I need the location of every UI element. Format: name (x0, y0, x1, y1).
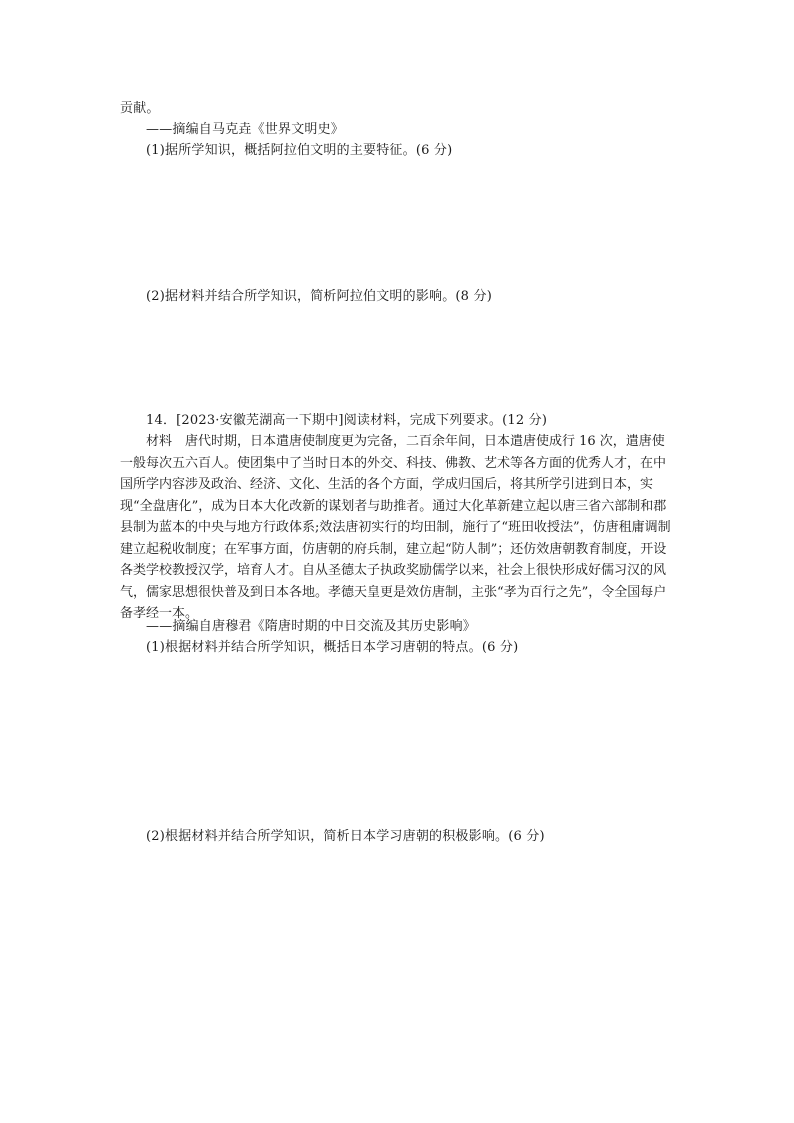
material-paragraph: 材料 唐代时期，日本遣唐使制度更为完备，二百余年间，日本遣唐使成行 16 次，遣唐使一般每次五六百人。使团集中了当时日本的外交、科技、佛教、艺术等各方面的优秀人才，在中国所学内容涉及政治、经济、文化、生活的各个方面，学成归国后，将其所学引进到日本，实现“全盘唐化”，成为日本大化改新的谋划者与助推者。通过大化革新建立起以唐三省六部制和郡县制为蓝本的中央与地方行政体系;效法唐初实行的均田制，施行了“班田收授法”，仿唐租庸调制建立起税收制度；在军事方面，仿唐朝的府兵制，建立起“防人制”；还仿效唐朝教育制度，开设各类学校教授汉学，培育人才。自从圣德太子执政奖励儒学以来，社会上很快形成好儒习汉的风气，儒家思想很快普及到日本各地。孝德天皇更是效仿唐制，主张“孝为百行之先”，令全国每户备孝经一本。 (120, 434, 671, 621)
question-14-2: (2)根据材料并结合所学知识，简析日本学习唐朝的积极影响。(6 分) (146, 829, 545, 844)
source-citation-14: ——摘编自唐穆君《隋唐时期的中日交流及其历史影响》 (146, 619, 477, 634)
question-14-1: (1)根据材料并结合所学知识，概括日本学习唐朝的特点。(6 分) (146, 640, 519, 655)
continued-text: 贡献。 (120, 101, 160, 116)
question-13-1: (1)据所学知识，概括阿拉伯文明的主要特征。(6 分) (146, 143, 453, 158)
question-13-2: (2)据材料并结合所学知识，简析阿拉伯文明的影响。(8 分) (146, 289, 492, 304)
source-citation-13: ——摘编自马克垚《世界文明史》 (146, 122, 345, 137)
question-14-heading: 14．[2023·安徽芜湖高一下期中]阅读材料，完成下列要求。(12 分) (146, 413, 548, 428)
